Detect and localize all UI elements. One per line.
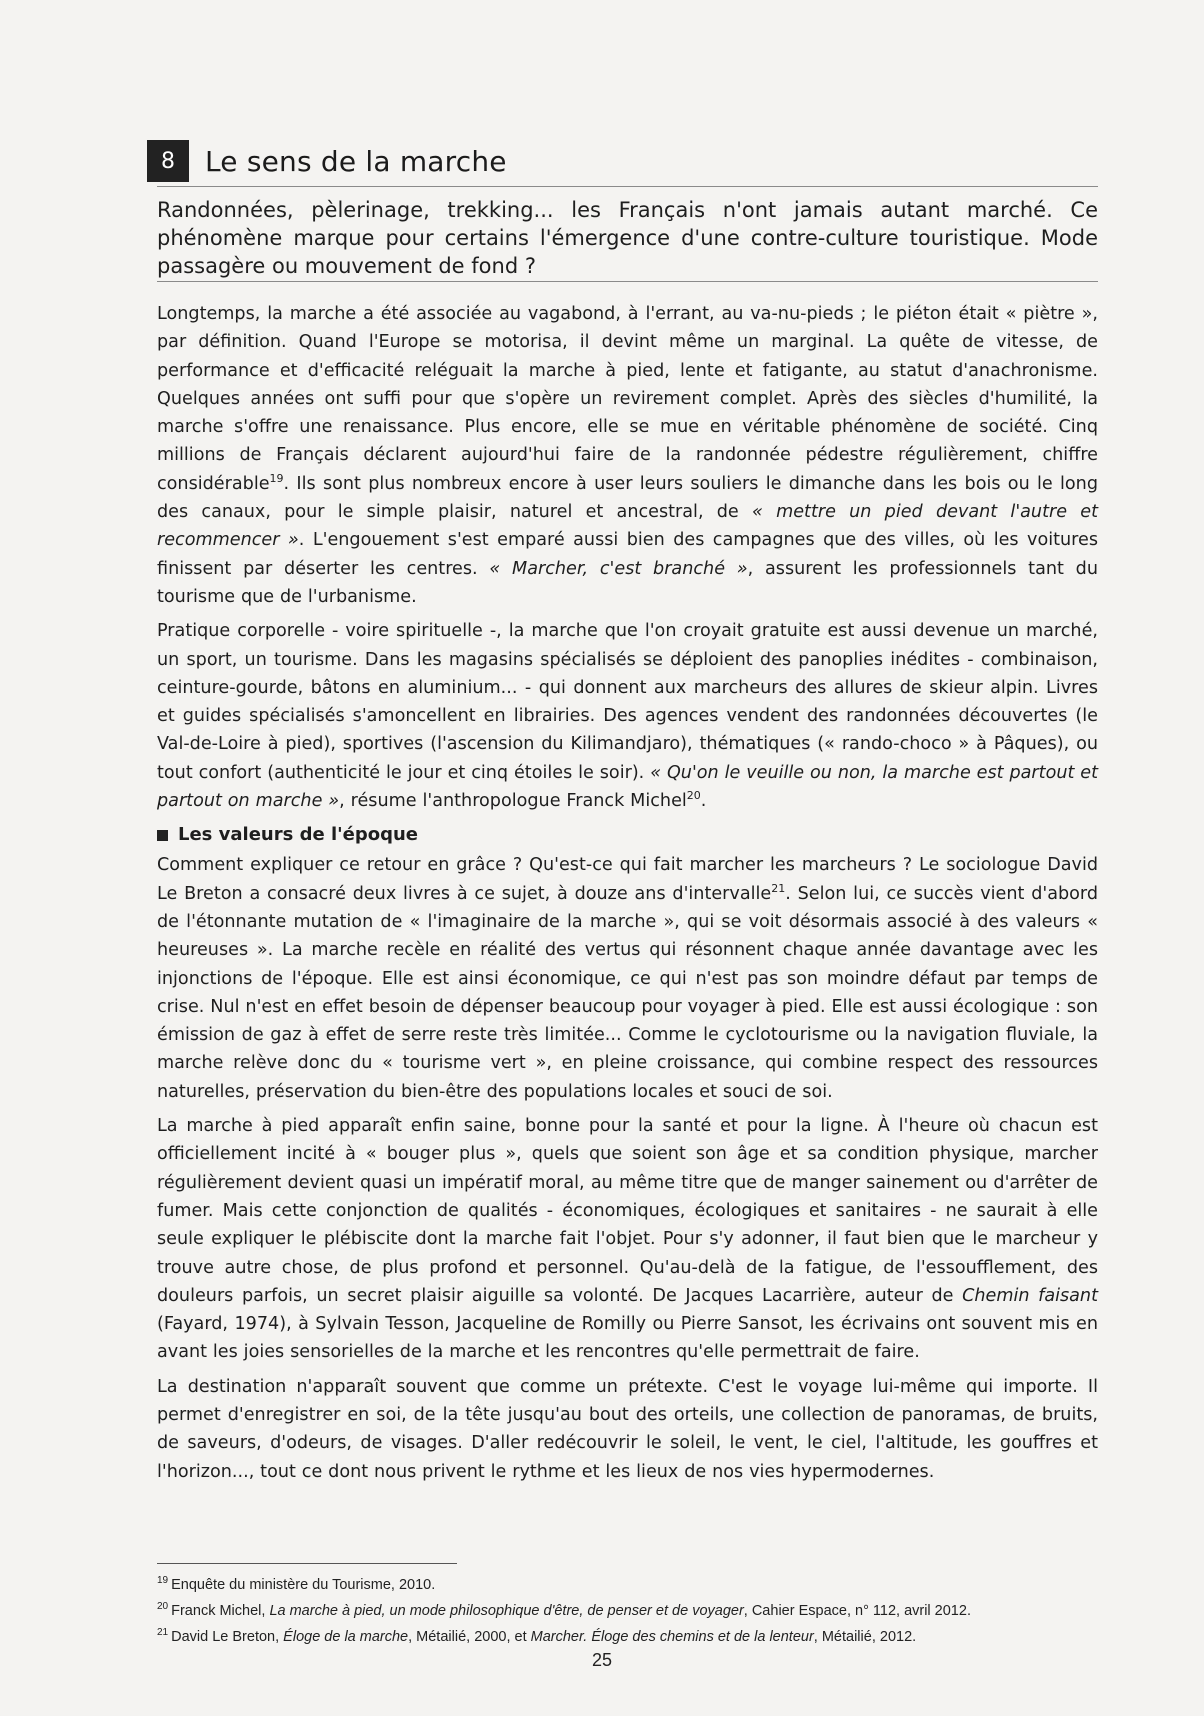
quote-mettre-un-pied: « mettre un pied devant l'autre et recommencer »: [157, 502, 1099, 551]
article-body: [157, 300, 1098, 1492]
footnote-20: $^{20}$ Franck Michel, La marche à pied, un mode philosophique d'être, de penser et de voyager, Cahier Espace, n° 112, avril 2012.: [157, 1600, 971, 1619]
book-title-chemin-faisant: Chemin faisant: [962, 1285, 1098, 1306]
footnote-21: $^{21}$ David Le Breton, Éloge de la marche, Métailié, 2000, et Marcher. Éloge des chemins et de la lenteur, Métailié, 2012.: [157, 1626, 917, 1645]
paragraph-3: Comment expliquer ce retour en grâce ? Qu'est-ce qui fait marcher les marcheurs ? Le sociologue David Le Breton a consacré deux livres à ce sujet, à douze ans d'intervalle$^{21}$. Selon lui, ce succès vient d'abord de l'étonnante mutation de « l'imaginaire de la marche », qui se voit désormais associé à des valeurs « heureuses ». La marche recèle en réalité des vertus qui résonnent chaque année davantage avec les injonctions de l'époque. Elle est ainsi économique, ce qui n'est pas son moindre défaut par temps de crise. Nul n'est en effet besoin de dépenser beaucoup pour voyager à pied. Elle est aussi écologique : son émission de gaz à effet de serre reste très limitée... Comme le cyclotourisme ou la navigation fluviale, la marche relève donc du « tourisme vert », en pleine croissance, qui combine respect des ressources naturelles, préservation du bien-être des populations locales et souci de soi.: [157, 855, 1099, 1102]
chapeau-rule: [157, 281, 1098, 282]
paragraph-5: La destination n'apparaît souvent que comme un prétexte. C'est le voyage lui-même qui importe. Il permet d'enregistrer en soi, de la tête jusqu'au bout des orteils, une collection de panoramas, de bruits, de saveurs, d'odeurs, de visages. D'aller redécouvrir le soleil, le vent, le ciel, l'altitude, les gouffres et l'horizon..., tout ce dont nous privent le rythme et les lieux de nos vies hypermodernes.: [157, 1376, 1098, 1482]
paragraph-2: Pratique corporelle - voire spirituelle -, la marche que l'on croyait gratuite est aussi devenue un marché, un sport, un tourisme. Dans les magasins spécialisés se déploient des panoplies inédites - combinaison, ceinture-gourde, bâtons en aluminium... - qui donnent aux marcheurs des allures de skieur alpin. Livres et guides spécialisés s'amoncellent en librairies. Des agences vendent des randonnées découvertes (le Val-de-Loire à pied), sportives (l'ascension du Kilimandjaro), thématiques (« rando-choco » à Pâques), ou tout confort (authenticité le jour et cinq étoiles le soir). « Qu'on le veuille ou non, la marche est partout et partout on marche », résume l'anthropologue Franck Michel$^{20}$.: [157, 621, 1099, 812]
footnote-19: $^{19}$ Enquête du ministère du Tourisme, 2010.: [157, 1575, 436, 1593]
square-bullet-icon: [157, 830, 168, 841]
section-title: Les valeurs de l'époque: [178, 824, 418, 846]
footnote-ref-19: 19: [269, 471, 284, 485]
quote-marcher-branche: « Marcher, c'est branché »: [489, 558, 748, 579]
footnote-ref-20: 20: [686, 789, 701, 803]
paragraph-4: La marche à pied apparaît enfin saine, bonne pour la santé et pour la ligne. À l'heure où chacun est officiellement incité à « bouger plus », quels que soient son âge et sa condition physique, marcher régulièrement devient quasi un impératif moral, au même titre que de manger sainement ou d'arrêter de fumer. Mais cette conjonction de qualités - économiques, écologiques et sanitaires - ne saurait à elle seule expliquer le plébiscite dont la marche fait l'objet. Pour s'y adonner, il faut bien que le marcheur y trouve autre chose, de plus profond et personnel. Qu'au-delà de la fatigue, de l'essoufflement, des douleurs parfois, un secret plaisir aiguille sa volonté. De Jacques Lacarrière, auteur de Chemin faisant (Fayard, 1974), à Sylvain Tesson, Jacqueline de Romilly ou Pierre Sansot, les écrivains ont souvent mis en avant les joies sensorielles de la marche et les rencontres qu'elle permettrait de faire.: [157, 1116, 1098, 1363]
chapeau-intro: Randonnées, pèlerinage, trekking... les Français n'ont jamais autant marché. Ce phénomène marque pour certains l'émergence d'une contre-culture touristique. Mode passagère ou mouvement de fond ?: [157, 198, 1098, 278]
chapter-title: Le sens de la marche: [205, 144, 507, 178]
page-number: 25: [591, 1650, 613, 1670]
footnotes: [157, 1570, 1098, 1647]
paragraph-1: Longtemps, la marche a été associée au vagabond, à l'errant, au va-nu-pieds ; le piéton était « piètre », par définition. Quand l'Europe se motorisa, il devint même un marginal. La quête de vitesse, de performance et d'efficacité reléguait la marche à pied, lente et fatigante, au statut d'anachronisme. Quelques années ont suffi pour que s'opère un revirement complet. Après des siècles d'humilité, la marche s'offre une renaissance. Plus encore, elle se mue en véritable phénomène de société. Cinq millions de Français déclarent aujourd'hui faire de la randonnée pédestre régulièrement, chiffre considérable$^{19}$. Ils sont plus nombreux encore à user leurs souliers le dimanche dans les bois ou le long des canaux, pour le simple plaisir, naturel et ancestral, de « mettre un pied devant l'autre et recommencer ». L'engouement s'est emparé aussi bien des campagnes que des villes, où les voitures finissent par déserter les centres. « Marcher, c'est branché », assurent les professionnels tant du tourisme que de l'urbanisme.: [157, 304, 1099, 607]
footnote-ref-21: 21: [771, 881, 786, 895]
footnote-separator: [157, 1563, 457, 1564]
section-heading: [157, 821, 1098, 849]
top-rule: [157, 186, 1098, 187]
chapter-header: [147, 140, 507, 182]
quote-michel: « Qu'on le veuille ou non, la marche est partout et partout on marche »: [157, 762, 1099, 812]
chapter-number-badge: 8: [147, 140, 189, 182]
